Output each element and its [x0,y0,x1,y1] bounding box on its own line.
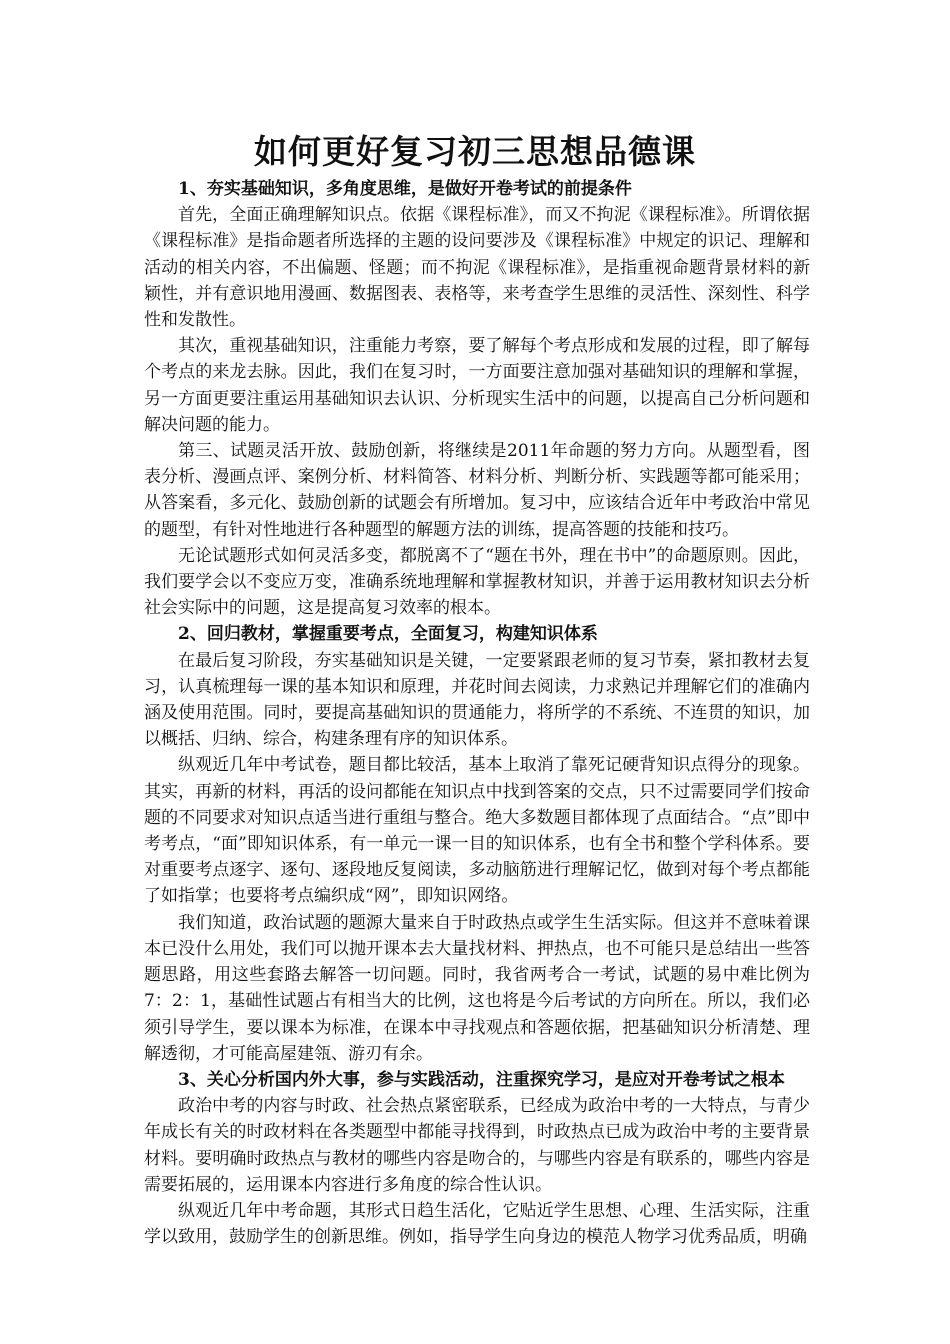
section-heading: 3、关心分析国内外大事，参与实践活动，注重探究学习，是应对开卷考试之根本 [178,1069,785,1090]
section-heading: 1、夯实基础知识，多角度思维，是做好开卷考试的前提条件 [178,179,632,199]
section-heading: 2、回归教材，掌握重要考点，全面复习，构建知识体系 [178,624,598,645]
paragraph: 无论试题形式如何灵活多变，都脱离不了“题在书外，理在书中”的命题原则。因此，我们要学会以不变应万变，准确系统地理解和掌握教材知识，并善于运用教材知识去分析社会实际中的问题，这是提高复习效率的根本。 [144,545,810,619]
paragraph: 第三、试题灵活开放、鼓励创新，将继续是2011年命题的努力方向。从题型看，图表分析、漫画点评、案例分析、材料简答、材料分析、判断分析、实践题等都可能采用；从答案看，多元化、鼓励创新的试题会有所增加。复习中，应该结合近年中考政治中常见的题型，有针对性地进行各种题型的解题方法的训练，提高答题的技能和技巧。 [144,441,810,540]
paragraph: 其次，重视基础知识，注重能力考察，要了解每个考点形成和发展的过程，即了解每个考点的来龙去脉。因此，我们在复习时，一方面要注意加强对基础知识的理解和掌握，另一方面更要注重运用基础知识去认识、分析现实生活中的问题，以提高自己分析问题和解决问题的能力。 [144,336,810,435]
paragraph: 在最后复习阶段，夯实基础知识是关键，一定要紧跟老师的复习节奏，紧扣教材去复习，认真梳理每一课的基本知识和原理，并花时间去阅读，力求熟记并理解它们的准确内涵及使用范围。同时，要提高基础知识的贯通能力，将所学的不系统、不连贯的知识，加以概括、归纳、综合，构建条理有序的知识体系。 [144,650,810,750]
paragraph: 纵观近几年中考试卷，题目都比较活，基本上取消了靠死记硬背知识点得分的现象。其实，再新的材料，再活的设问都能在知识点中找到答案的交点，只不过需要同学们按命题的不同要求对知识点适当进行重组与整合。绝大多数题目都体现了点面结合。“点”即中考考点，“面”即知识体系，有一单元一课一目的知识体系，也有全书和整个学科体系。要对重要考点逐字、逐句、逐段地反复阅读，多动脑筋进行理解记忆，做到对每个考点都能了如指掌；也要将考点编织成“网”，即知识网络。 [144,755,810,907]
document-body [144,176,810,1250]
paragraph: 纵观近几年中考命题，其形式日趋生活化，它贴近学生思想、心理、生活实际，注重学以致用，鼓励学生的创新思维。例如，指导学生向身边的模范人物学习优秀品质，明确 [144,1200,810,1248]
paragraph: 政治中考的内容与时政、社会热点紧密联系，已经成为政治中考的一大特点，与青少年成长有关的时政材料在各类题型中都能寻找得到，时政热点已成为政治中考的主要背景材料。要明确时政热点与教材的哪些内容是吻合的，与哪些内容是有联系的，哪些内容是需要拓展的，运用课本内容进行多角度的综合性认识。 [144,1096,810,1195]
paragraph: 我们知道，政治试题的题源大量来自于时政热点或学生生活实际。但这并不意味着课本已没什么用处，我们可以抛开课本去大量找材料、押热点，也不可能只是总结出一些答题思路，用这些套路去解答一切问题。同时，我省两考合一考试，试题的易中难比例为7：2：1，基础性试题占有相当大的比例，这也将是今后考试的方向所在。所以，我们必须引导学生，要以课本为标准，在课本中寻找观点和答题依据，把基础知识分析清楚、理解透彻，才可能高屋建瓴、游刃有余。 [144,912,810,1064]
paragraph: 首先，全面正确理解知识点。依据《课程标准》，而又不拘泥《课程标准》。所谓依据《课程标准》是指命题者所选择的主题的设问要涉及《课程标准》中规定的识记、理解和活动的相关内容，不出偏题、怪题；而不拘泥《课程标准》，是指重视命题背景材料的新颖性，并有意识地用漫画、数据图表、表格等，来考查学生思维的灵活性、深刻性、科学性和发散性。 [144,205,810,331]
document-title: 如何更好复习初三思想品德课 [254,132,696,171]
